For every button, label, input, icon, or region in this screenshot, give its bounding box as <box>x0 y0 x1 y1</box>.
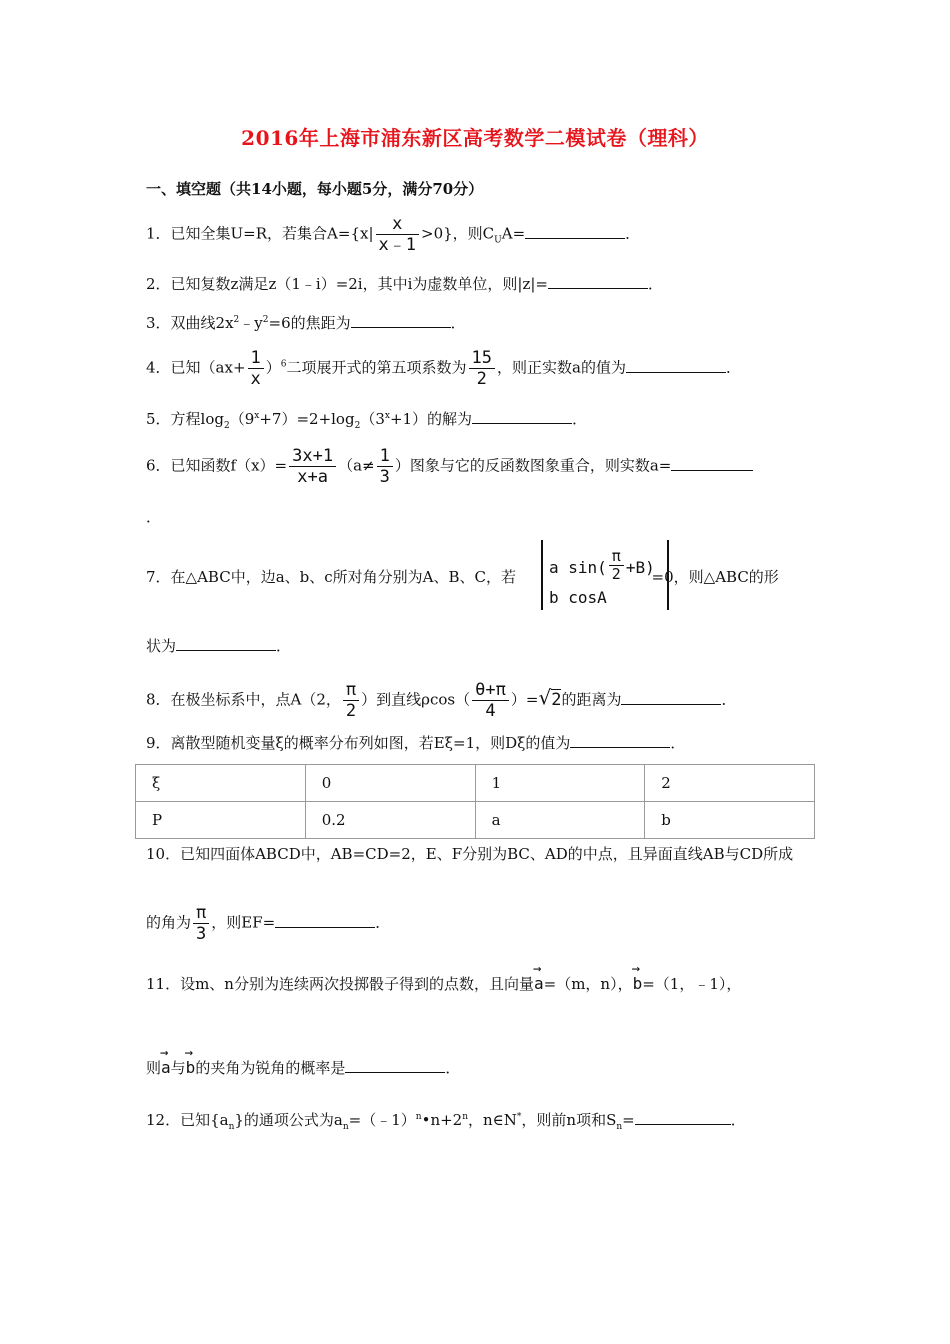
table-row <box>136 802 815 839</box>
page-title: 2016年上海市浦东新区高考数学二模试卷（理科） <box>241 126 709 150</box>
table-cell: P <box>136 802 306 839</box>
fraction: $\frac{\pi}{3}$ <box>193 903 209 944</box>
question-5: 5．方程$\log_2(9^x+7)=2+\log_2(3^x+1)$的解为 ． <box>146 405 587 437</box>
question-9: 9．离散型随机变量ξ的概率分布列如图，若Eξ=1，则Dξ的值为 ． <box>146 731 685 754</box>
vector-a: → a <box>161 1057 171 1079</box>
table-cell: b <box>645 802 815 839</box>
fraction: $\frac{\pi}{2}$ <box>343 680 359 721</box>
question-7-continued: 状为 ． <box>146 634 291 657</box>
question-3: 3．双曲线$2x^2﹣y^2=6$的焦距为 ． <box>146 309 466 334</box>
answer-blank[interactable] <box>548 272 648 289</box>
section-heading: 一、填空题（共14小题，每小题5分，满分70分） <box>146 180 484 198</box>
question-12: 12．已知$\{a_n\}$的通项公式为$a_n=(﹣1)^n•n+2^n$，n∈N*，则前n项和$S_n=$ ． <box>146 1106 746 1138</box>
table-cell: 1 <box>475 765 645 802</box>
answer-blank[interactable] <box>635 1108 731 1125</box>
answer-blank[interactable] <box>525 222 625 239</box>
vector-a: → a <box>534 973 544 995</box>
answer-blank[interactable] <box>570 731 670 748</box>
answer-blank[interactable] <box>351 311 451 328</box>
question-10-continued: 的角为 $\frac{\pi}{3}$ ，则EF= ． <box>146 903 391 944</box>
table-cell: 0 <box>305 765 475 802</box>
vector-b: → b <box>186 1057 196 1079</box>
table-cell: a <box>475 802 645 839</box>
table-cell: 2 <box>645 765 815 802</box>
answer-blank[interactable] <box>472 407 572 424</box>
answer-blank[interactable] <box>275 911 375 928</box>
answer-blank[interactable] <box>671 454 753 471</box>
vector-b: → b <box>633 973 643 995</box>
fraction: $\frac{3x+1}{x+a}$ <box>289 446 336 487</box>
question-2: 2．已知复数z满足z（1﹣i）=2i，其中i为虚数单位，则|z|= ． <box>146 272 663 295</box>
question-11-continued: 则→ a与→ b的夹角为锐角的概率是 ． <box>146 1056 460 1079</box>
answer-blank[interactable] <box>176 634 276 651</box>
question-4: 4．已知（ax+ $\frac{1}{x}$ ）$^6$二项展开式的第五项系数为 $\frac{15}{2}$ ，则正实数a的值为 ． <box>146 348 741 389</box>
fraction: $\frac{1}{x}$ <box>248 348 264 389</box>
fraction: $\frac{x}{x﹣1}$ <box>376 214 419 255</box>
table-cell: 0.2 <box>305 802 475 839</box>
fraction: $\frac{\theta+\pi}{4}$ <box>472 680 509 721</box>
table-cell: ξ <box>136 765 306 802</box>
table-row <box>136 765 815 802</box>
answer-blank[interactable] <box>345 1056 445 1073</box>
question-6: 6．已知函数f（x）= $\frac{3x+1}{x+a}$ （a≠ $\frac{1}{3}$ ）图象与它的反函数图象重合，则实数a= <box>146 446 753 487</box>
question-1: 1．已知全集U=R，若集合A={x| $\frac{x}{x﹣1}$ >0}，则$C_UA=$ ． <box>146 214 641 255</box>
question-8: 8．在极坐标系中，点A（2， $\frac{\pi}{2}$ ）到直线ρcos（ $\frac{\theta+\pi}{4}$ ）=√2的距离为 ． <box>146 680 737 721</box>
fraction: $\frac{1}{3}$ <box>377 446 393 487</box>
answer-blank[interactable] <box>626 356 726 373</box>
fraction: $\frac{15}{2}$ <box>469 348 495 389</box>
question-7: 7．在△ABC中，边a、b、c所对角分别为A、B、C，若 =0，则△ABC的形 <box>146 568 779 586</box>
answer-blank[interactable] <box>621 688 721 705</box>
question-6-continued: ． <box>146 508 162 526</box>
question-10: 10．已知四面体ABCD中，AB=CD=2，E、F分别为BC、AD的中点，且异面直线AB与CD所成 <box>146 845 794 863</box>
distribution-table <box>135 764 815 839</box>
determinant: a sin( $\frac{\pi}{2}$ +B) b cosA <box>541 540 669 610</box>
question-11: 11．设m、n分别为连续两次投掷骰子得到的点数，且向量→ a=（m，n），→ b=（1，﹣1）， <box>146 973 741 995</box>
